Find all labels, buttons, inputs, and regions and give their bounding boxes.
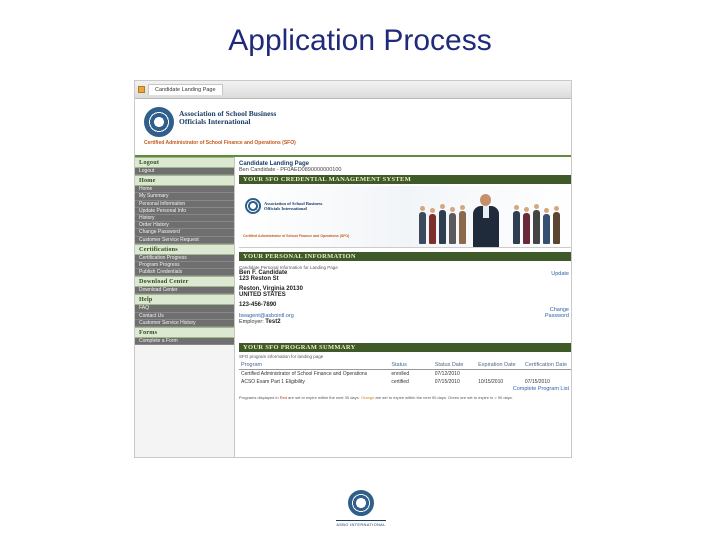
sidebar-section-home: Home (135, 175, 234, 186)
column-header: Program (239, 361, 389, 370)
city-state-zip: Reston, Virginia 20130 (239, 286, 303, 292)
sidebar-item-my-summary[interactable]: My Summary (135, 193, 234, 200)
sidebar-section-forms: Forms (135, 327, 234, 338)
candidate-id: Ben Candidate - PF0AED0890000000100 (239, 167, 342, 173)
sidebar-item-download-center[interactable]: Download Center (135, 287, 234, 294)
program-expiration: 10/15/2010 (478, 379, 504, 385)
update-link[interactable]: Update (551, 271, 569, 277)
favicon-icon (138, 86, 145, 93)
banner-hero-person (473, 194, 499, 248)
employer-value: Test2 (265, 319, 281, 325)
change-password-link[interactable]: Change Password (544, 307, 569, 319)
country: UNITED STATES (239, 292, 286, 298)
phone: 123-456-7890 (239, 302, 277, 308)
program-expiration (476, 370, 523, 379)
program-certification: 07/15/2010 (524, 379, 550, 385)
note-mid: are set to expire within the next 30 days. (288, 395, 360, 400)
sidebar-item-change-password[interactable]: Change Password (135, 229, 234, 236)
sidebar-item-history[interactable]: History (135, 215, 234, 222)
sidebar (135, 157, 235, 458)
address-line: 123 Reston St (239, 276, 279, 282)
sidebar-item-customer-service-history[interactable]: Customer Service History (135, 320, 234, 327)
program-certification (523, 370, 572, 379)
page-title: Candidate Landing Page (239, 161, 310, 167)
program-status: certified (391, 379, 409, 385)
screenshot-frame (134, 80, 572, 458)
slide-title: Application Process (228, 24, 492, 57)
column-header: Expiration Date (476, 361, 523, 370)
footer-logo (336, 490, 386, 532)
program-status-date: 07/12/2010 (434, 371, 460, 377)
table-row (239, 370, 572, 379)
sidebar-item-publish-credentials[interactable]: Publish Credentials (135, 269, 234, 276)
asbo-banner-logo-icon (245, 198, 261, 214)
note-prefix: Programs displayed in (239, 395, 279, 400)
column-header: Certification Date (523, 361, 572, 370)
sidebar-section-certifications: Certifications (135, 244, 234, 255)
org-name: Association of School Business Officials International (179, 109, 277, 126)
browser-tab[interactable]: Candidate Landing Page (148, 84, 223, 95)
main-content (239, 157, 572, 458)
employer (239, 319, 572, 325)
program-table (239, 361, 572, 386)
note-orange: Orange (360, 395, 375, 400)
site-header (135, 99, 571, 157)
candidate-name: Ben F. Candidate (239, 270, 288, 276)
table-header-row (239, 361, 572, 370)
sidebar-item-faq[interactable]: FAQ (135, 305, 234, 312)
program-name-link[interactable]: ACSO Exam Part 1 Eligibility (241, 379, 305, 385)
credential-banner (239, 186, 572, 248)
browser-tab-bar (135, 81, 571, 99)
expiration-note (239, 395, 572, 400)
asbo-logo-icon[interactable] (144, 107, 174, 137)
program-status-date: 07/15/2010 (434, 379, 460, 385)
sidebar-item-customer-service-request[interactable]: Customer Service Request (135, 237, 234, 244)
sidebar-section-help: Help (135, 294, 234, 305)
table-row (239, 378, 572, 386)
column-header: Status (389, 361, 432, 370)
sidebar-item-certification-progress[interactable]: Certification Progress (135, 255, 234, 262)
section-band-credential: YOUR SFO CREDENTIAL MANAGEMENT SYSTEM (239, 175, 572, 184)
personal-info (239, 265, 572, 341)
sidebar-item-update-personal-info[interactable]: Update Personal Info (135, 208, 234, 215)
note-suffix: are set to expire within the next 90 days. Green are set to expire in > 90 days. (375, 395, 513, 400)
employer-label: Employer: (239, 319, 264, 325)
sidebar-section-download-center: Download Center (135, 276, 234, 287)
sidebar-item-contact-us[interactable]: Contact Us (135, 313, 234, 320)
program-summary (239, 354, 572, 400)
section-band-program: YOUR SFO PROGRAM SUMMARY (239, 343, 572, 352)
sidebar-item-home[interactable]: Home (135, 186, 234, 193)
personal-intro: Candidate Personal Information for Landing Page (239, 265, 338, 270)
sidebar-item-program-progress[interactable]: Program Progress (135, 262, 234, 269)
complete-program-list-link[interactable]: Complete Program List (512, 386, 569, 392)
sidebar-item-logout[interactable]: Logout (135, 168, 234, 175)
column-header: Status Date (433, 361, 476, 370)
banner-org-name: Association of School Business Officials International (264, 201, 323, 211)
footer-logo-text: ASBO INTERNATIONAL (336, 522, 386, 527)
program-intro: SFO program information for landing page (239, 354, 324, 359)
section-band-personal: YOUR PERSONAL INFORMATION (239, 252, 572, 261)
email-link[interactable]: bwagent@asbointl.org (239, 313, 294, 319)
program-name: Certified Administrator of School Finance and Operations (241, 371, 368, 377)
sidebar-item-order-history[interactable]: Order History (135, 222, 234, 229)
asbo-footer-logo-icon (348, 490, 374, 516)
sidebar-section-logout: Logout (135, 157, 234, 168)
banner-cert-title: Certified Administrator of School Finance and Operations (SFO) (243, 234, 350, 238)
cert-title: Certified Administrator of School Finance and Operations (SFO) (144, 140, 296, 146)
note-red: Red (279, 395, 288, 400)
sidebar-item-personal-information[interactable]: Personal Information (135, 201, 234, 208)
program-status: enrolled (391, 371, 410, 377)
sidebar-item-complete-a-form[interactable]: Complete a Form (135, 338, 234, 345)
